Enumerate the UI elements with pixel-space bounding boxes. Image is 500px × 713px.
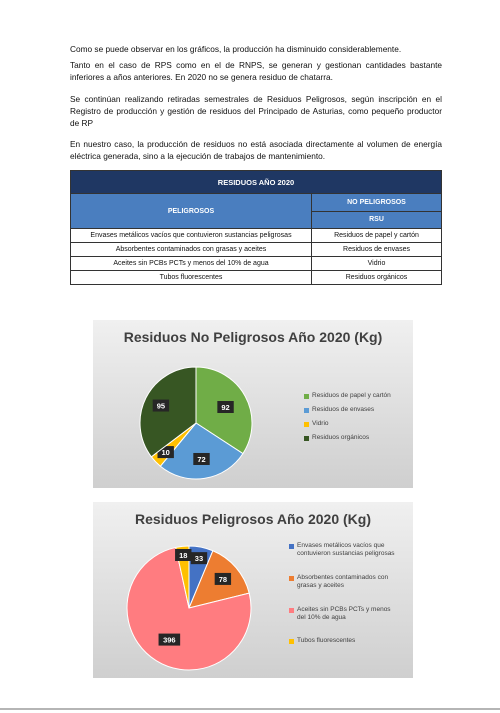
table-row xyxy=(71,229,442,243)
table-cell: Residuos de papel y cartón xyxy=(312,229,442,243)
chart-no-peligrosos xyxy=(93,320,413,488)
data-label: 18 xyxy=(179,550,188,560)
pie-chart-peligrosos xyxy=(93,502,413,678)
legend-label: Envases metálicos vacíos que contuvieron sustancias peligrosas xyxy=(297,542,395,557)
table-header-peligrosos: PELIGROSOS xyxy=(71,194,312,229)
paragraph-rps-rnps: Tanto en el caso de RPS como en el de RNPS, se generan y gestionan cantidades bastante inferiores a años anteriores. En 2020 no se genera residuo de chatarra. xyxy=(70,60,442,82)
paragraph-mantenimiento: En nuestro caso, la producción de residuos no está asociada directamente al volumen de energía eléctrica generada, sino a la ejecución de trabajos de mantenimiento. xyxy=(70,139,442,161)
paragraph-retiradas: Se continúan realizando retiradas semestrales de Residuos Peligrosos, según inscripción en el Registro de producción y gestión de residuos del Principado de Asturias, como pequeño productor de RP xyxy=(70,94,442,128)
waste-table xyxy=(70,170,442,285)
legend-label: Tubos fluorescentes xyxy=(297,637,356,644)
legend-swatch xyxy=(289,639,294,644)
chart-peligrosos xyxy=(93,502,413,678)
legend-label: Aceites sin PCBs PCTs y menos del 10% de agua xyxy=(297,606,391,621)
pie-chart-no-peligrosos xyxy=(93,320,413,488)
legend-label: Absorbentes contaminados con grasas y aceites xyxy=(297,574,389,589)
legend-label: Residuos de envases xyxy=(312,406,375,413)
data-label: 33 xyxy=(194,554,204,564)
table-cell: Residuos de envases xyxy=(312,243,442,257)
table-cell: Envases metálicos vacíos que contuvieron sustancias peligrosas xyxy=(71,229,312,243)
page-divider xyxy=(0,708,500,710)
legend-swatch xyxy=(304,394,309,399)
data-label: 92 xyxy=(221,402,230,412)
table-row xyxy=(71,243,442,257)
data-label: 72 xyxy=(197,454,206,464)
table-cell: Aceites sin PCBs PCTs y menos del 10% de agua xyxy=(71,257,312,271)
chart-title: Residuos No Peligrosos Año 2020 (Kg) xyxy=(123,329,383,345)
table-row xyxy=(71,271,442,285)
data-label: 95 xyxy=(156,401,166,411)
legend-swatch xyxy=(289,608,294,613)
legend-label: Residuos orgánicos xyxy=(312,434,370,441)
legend-label: Residuos de papel y cartón xyxy=(312,392,391,399)
legend-swatch xyxy=(304,408,309,413)
data-label: 396 xyxy=(163,635,176,645)
table-cell: Tubos fluorescentes xyxy=(71,271,312,285)
data-label: 10 xyxy=(161,448,170,458)
table-row xyxy=(71,257,442,271)
data-label: 78 xyxy=(218,574,228,584)
legend-swatch xyxy=(304,436,309,441)
table-cell: Absorbentes contaminados con grasas y aceites xyxy=(71,243,312,257)
legend-swatch xyxy=(304,422,309,427)
table-header-no-peligrosos: NO PELIGROSOS xyxy=(312,194,442,212)
legend-swatch xyxy=(289,544,294,549)
table-header-rsu: RSU xyxy=(312,211,442,229)
legend-label: Vidrio xyxy=(312,420,329,427)
paragraph-summary: Como se puede observar en los gráficos, la producción ha disminuido considerablemente. xyxy=(70,44,402,54)
chart-title: Residuos Peligrosos Año 2020 (Kg) xyxy=(135,511,371,527)
legend-swatch xyxy=(289,576,294,581)
table-cell: Residuos orgánicos xyxy=(312,271,442,285)
table-cell: Vidrio xyxy=(312,257,442,271)
table-title: RESIDUOS AÑO 2020 xyxy=(71,171,442,194)
